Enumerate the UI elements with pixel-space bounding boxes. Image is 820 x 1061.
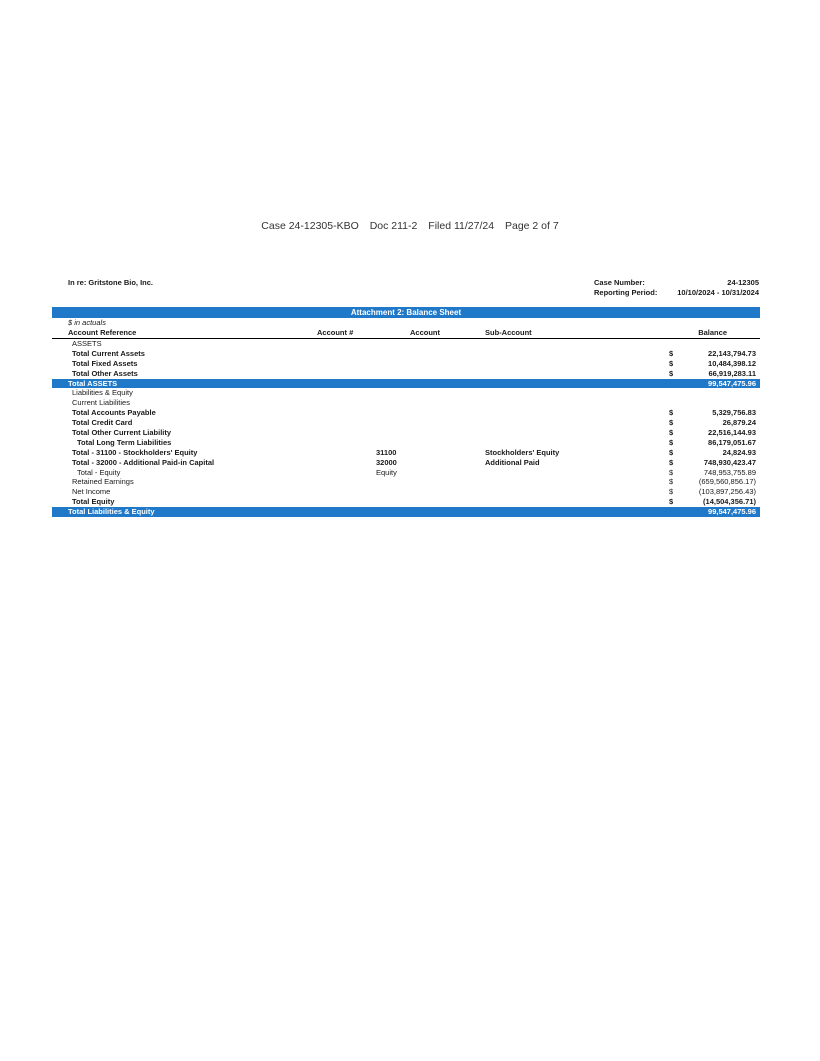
doc-id: Doc 211-2	[369, 220, 418, 232]
row-balance: 26,879.24	[722, 418, 756, 428]
row-label: Total Credit Card	[72, 418, 133, 428]
row-label: Total Accounts Payable	[72, 408, 156, 418]
dollar-sign: $	[669, 368, 674, 378]
reporting-period-label: Reporting Period:	[594, 288, 658, 297]
dollar-sign: $	[669, 457, 674, 467]
row-balance: (14,504,356.71)	[703, 497, 756, 507]
table-row	[52, 428, 760, 438]
dollar-sign: $	[669, 358, 674, 368]
table-row	[52, 349, 760, 359]
row-balance: 748,930,423.47	[703, 457, 756, 467]
table-row	[52, 487, 760, 497]
dollar-sign: $	[669, 477, 674, 487]
table-row	[52, 458, 760, 468]
row-balance: 99,547,475.96	[708, 507, 756, 517]
table-row	[52, 408, 760, 418]
balance-sheet	[52, 307, 760, 517]
col-account-reference: Account Reference	[68, 328, 137, 337]
units-note: $ in actuals	[68, 318, 106, 327]
case-info	[594, 278, 759, 298]
row-label: Total - 32000 - Additional Paid-in Capital	[72, 457, 215, 467]
row-balance: 86,179,051.67	[708, 437, 756, 447]
row-balance: 66,919,283.11	[708, 368, 756, 378]
row-label: Current Liabilities	[72, 398, 130, 408]
col-account: Account	[410, 328, 440, 337]
row-balance: 24,824.93	[722, 447, 756, 457]
sheet-title: Attachment 2: Balance Sheet	[52, 307, 760, 318]
row-label: Total Equity	[72, 497, 115, 507]
row-balance: 748,953,755.89	[703, 467, 756, 477]
row-label: Total - 31100 - Stockholders' Equity	[72, 447, 198, 457]
page-number: Page 2 of 7	[504, 220, 559, 232]
table-row	[52, 369, 760, 379]
col-sub-account: Sub-Account	[485, 328, 532, 337]
total-row	[52, 379, 760, 389]
table-row	[52, 448, 760, 458]
dollar-sign: $	[669, 497, 674, 507]
dollar-sign: $	[669, 418, 674, 428]
case-number-label: Case Number:	[594, 278, 645, 287]
dollar-sign: $	[669, 428, 674, 438]
dollar-sign: $	[669, 348, 674, 358]
case-number: 24-12305	[727, 278, 759, 287]
row-label: Total Current Assets	[72, 348, 145, 358]
row-label: Total Liabilities & Equity	[68, 507, 155, 517]
table-row	[52, 497, 760, 507]
row-balance: 99,547,475.96	[708, 378, 756, 388]
dollar-sign: $	[669, 437, 674, 447]
row-label: Total Other Current Liability	[72, 428, 172, 438]
total-row	[52, 507, 760, 517]
table-row	[52, 398, 760, 408]
row-balance: (659,560,856.17)	[698, 477, 756, 487]
row-balance: 5,329,756.83	[712, 408, 756, 418]
debtor-name: In re: Gritstone Bio, Inc.	[68, 278, 154, 287]
row-sub-account: Stockholders' Equity	[485, 447, 560, 457]
row-account-number: 32000	[376, 457, 397, 467]
row-balance: 22,516,144.93	[708, 428, 756, 438]
column-header-row	[52, 327, 760, 339]
table-row	[52, 359, 760, 369]
filed-date: Filed 11/27/24	[428, 220, 495, 232]
row-label: ASSETS	[72, 339, 102, 348]
row-account-number: Equity	[376, 467, 397, 477]
row-label: Net Income	[72, 487, 111, 497]
case-id: Case 24-12305-KBO	[261, 220, 359, 232]
row-balance: 22,143,794.73	[708, 348, 756, 358]
row-label: Total ASSETS	[68, 378, 118, 388]
row-label: Total Other Assets	[72, 368, 138, 378]
table-row	[52, 477, 760, 487]
table-row	[52, 468, 760, 478]
row-label: Total Fixed Assets	[72, 358, 138, 368]
row-label: Retained Earnings	[72, 477, 134, 487]
row-balance: (103,897,256.43)	[698, 487, 756, 497]
reporting-period: 10/10/2024 - 10/31/2024	[677, 288, 759, 297]
dollar-sign: $	[669, 408, 674, 418]
court-filing-header	[0, 220, 820, 232]
col-balance: Balance	[698, 328, 727, 337]
table-row	[52, 418, 760, 428]
dollar-sign: $	[669, 487, 674, 497]
dollar-sign: $	[669, 447, 674, 457]
table-row	[52, 388, 760, 398]
row-account-number: 31100	[376, 447, 397, 457]
row-label: Liabilities & Equity	[72, 388, 133, 398]
row-label: Total Long Term Liabilities	[77, 437, 172, 447]
row-label: Total - Equity	[77, 467, 121, 477]
row-balance: 10,484,398.12	[708, 358, 756, 368]
table-row	[52, 339, 760, 349]
table-row	[52, 438, 760, 448]
dollar-sign: $	[669, 467, 674, 477]
col-account-number: Account #	[317, 328, 354, 337]
row-sub-account: Additional Paid	[485, 457, 540, 467]
